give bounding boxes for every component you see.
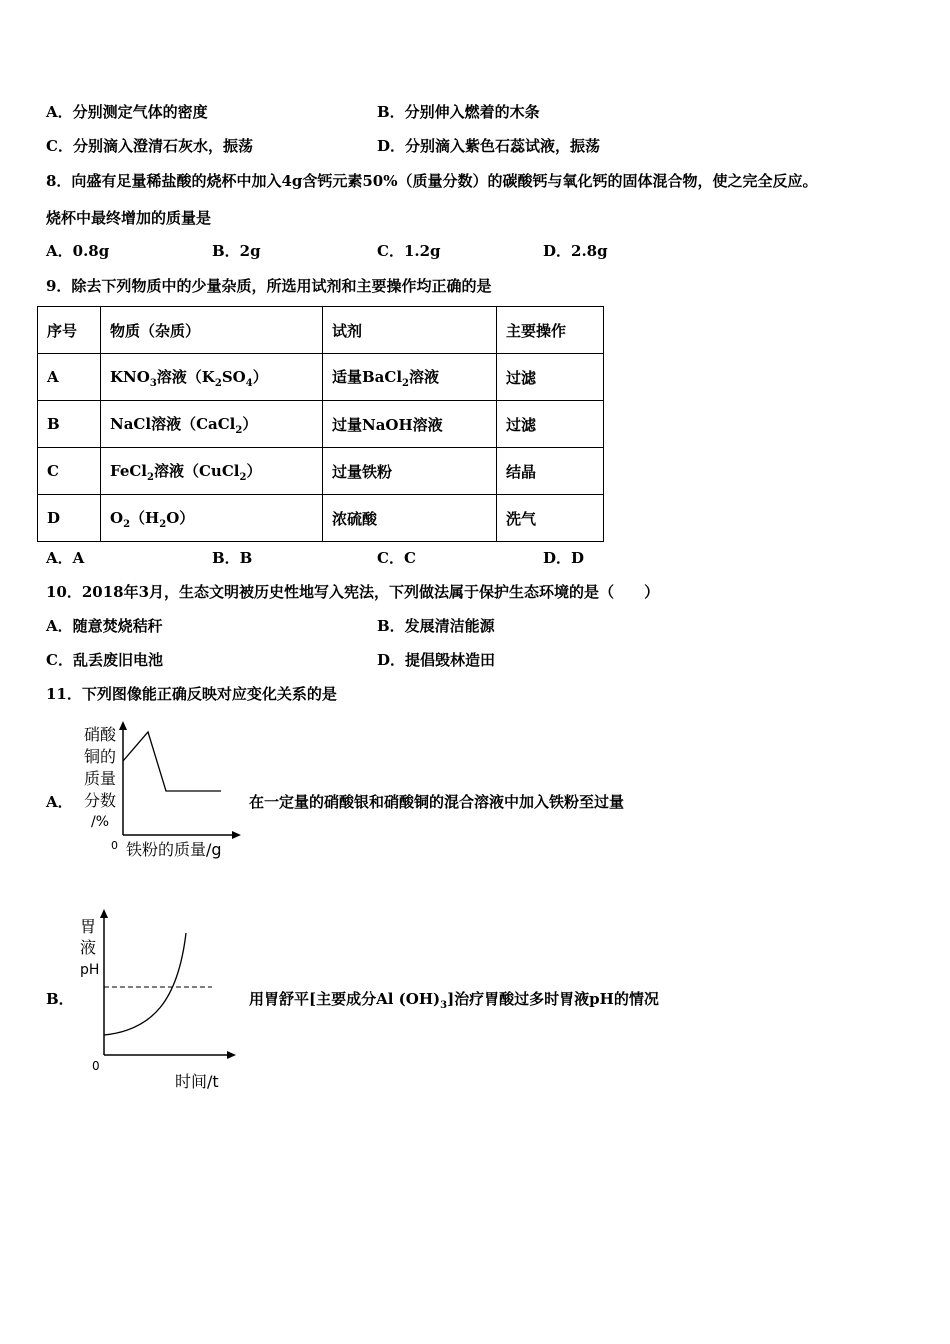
q7-option-c: C．分别滴入澄清石灰水，振荡 [46, 137, 253, 155]
operation-cell: 洗气 [497, 495, 604, 542]
table-row [38, 448, 604, 495]
operation-cell: 过滤 [497, 401, 604, 448]
header-cell: 试剂 [323, 307, 497, 354]
substance-cell: NaCl溶液（CaCl$_2$） [101, 401, 323, 448]
graph-b-ylabel-2: 液 [80, 938, 97, 957]
graph-a-ylabel-4: 分数 [83, 791, 117, 810]
q9-option-a: A．A [46, 549, 85, 567]
header-cell: 主要操作 [497, 307, 604, 354]
reagent-cell: 浓硫酸 [323, 495, 497, 542]
graph-a-ylabel-1: 硝酸 [83, 725, 117, 744]
q11-option-b-label: B． [46, 990, 74, 1008]
table-header-row [38, 307, 604, 354]
q11-option-a-text: 在一定量的硝酸银和硝酸铜的混合溶液中加入铁粉至过量 [249, 793, 625, 811]
q10-option-d: D．提倡毁林造田 [377, 651, 496, 669]
q11-option-a-label: A． [46, 793, 73, 811]
header-cell: 序号 [38, 307, 101, 354]
q7-option-b: B．分别伸入燃着的木条 [377, 103, 540, 121]
row-id: B [38, 401, 101, 448]
operation-cell: 结晶 [497, 448, 604, 495]
q8-option-b: B．2g [212, 242, 261, 260]
substance-cell: $O_2(H_2O)$ [101, 495, 323, 542]
row-id: A [38, 354, 101, 401]
header-cell: 物质（杂质） [101, 307, 323, 354]
q8-stem-line1: 8．向盛有足量稀盐酸的烧杯中加入4g含钙元素50%（质量分数）的碳酸钙与氧化钙的固体混合物，使之完全反应。 [46, 172, 818, 190]
reagent-cell: 过量NaOH溶液 [323, 401, 497, 448]
substance-cell: $KNO_3$溶液$(K_2SO_4)$ [101, 354, 323, 401]
q11-stem: 11．下列图像能正确反映对应变化关系的是 [46, 685, 337, 703]
graph-a-ylabel-2: 铜的 [83, 747, 117, 766]
q10-option-c: C．乱丢废旧电池 [46, 651, 163, 669]
graph-b-curve [104, 933, 186, 1035]
graph-b-y-arrow [100, 909, 108, 918]
graph-a-ylabel-3: 质量 [83, 769, 117, 788]
row-id: D [38, 495, 101, 542]
graph-b-ylabel-3: pH [80, 962, 100, 978]
q9-option-b: B．B [212, 549, 253, 567]
table-row [38, 495, 604, 542]
reagent-cell: 适量BaCl$_2$溶液 [323, 354, 497, 401]
graph-b-x-arrow [227, 1051, 236, 1059]
q7-option-d: D．分别滴入紫色石蕊试液，振荡 [377, 137, 601, 155]
q7-option-a: A．分别测定气体的密度 [46, 103, 208, 121]
q9-option-d: D．D [543, 549, 585, 567]
q8-option-a: A．0.8g [46, 242, 110, 260]
reagent-cell: 过量铁粉 [323, 448, 497, 495]
graph-a-origin: 0 [111, 839, 118, 852]
graph-a [78, 718, 248, 863]
q10-option-a: A．随意焚烧秸秆 [46, 617, 163, 635]
table-row [38, 401, 604, 448]
graph-a-x-arrow [232, 831, 241, 839]
q9-option-c: C．C [377, 549, 416, 567]
q8-stem-line2: 烧杯中最终增加的质量是 [46, 209, 212, 227]
graph-a-curve [123, 732, 221, 791]
graph-a-xlabel: 铁粉的质量/g [126, 840, 222, 859]
q10-stem: 10．2018年3月，生态文明被历史性地写入宪法，下列做法属于保护生态环境的是（ ） [46, 583, 660, 601]
graph-b [78, 905, 243, 1095]
q8-option-d: D．2.8g [543, 242, 608, 260]
q8-option-c: C．1.2g [377, 242, 441, 260]
row-id: C [38, 448, 101, 495]
graph-b-ylabel-1: 胃 [80, 917, 97, 936]
graph-b-xlabel: 时间/t [175, 1072, 219, 1091]
graph-a-y-arrow [119, 721, 127, 730]
q11-option-b-text: 用胃舒平[主要成分Al $(OH)_3$]治疗胃酸过多时胃液pH的情况 [249, 990, 659, 1011]
q9-stem: 9．除去下列物质中的少量杂质，所选用试剂和主要操作均正确的是 [46, 277, 492, 295]
operation-cell: 过滤 [497, 354, 604, 401]
graph-b-origin: 0 [92, 1059, 100, 1073]
q10-option-b: B．发展清洁能源 [377, 617, 495, 635]
table-row [38, 354, 604, 401]
graph-a-ylabel-5: /% [90, 814, 110, 830]
substance-cell: FeCl$_2$溶液（CuCl$_2$） [101, 448, 323, 495]
q9-table [37, 306, 604, 542]
